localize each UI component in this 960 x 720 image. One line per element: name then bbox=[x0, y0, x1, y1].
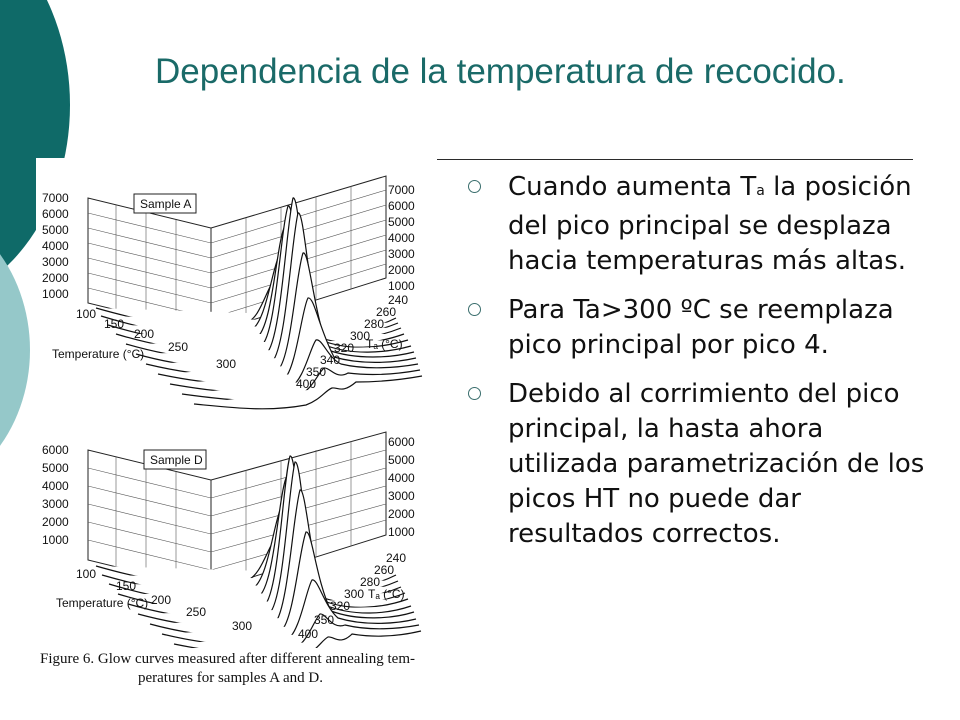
temp-tick: 150 bbox=[104, 317, 125, 331]
bullet-text-cont: la posición del pico principal se desplaza hacia temperaturas más altas. bbox=[508, 172, 912, 276]
z-tick: 2000 bbox=[42, 515, 69, 529]
ta-tick: 400 bbox=[296, 377, 317, 391]
temp-tick: 200 bbox=[134, 327, 155, 341]
panel-sample-d bbox=[42, 432, 421, 648]
caption-line-2: peratures for samples A and D. bbox=[138, 670, 323, 686]
ta-tick: 240 bbox=[386, 551, 407, 565]
z-tick: 4000 bbox=[42, 479, 69, 493]
z-tick: 3000 bbox=[388, 247, 415, 261]
z-tick: 2000 bbox=[388, 507, 415, 521]
z-tick: 3000 bbox=[388, 489, 415, 503]
glow-curve-plots bbox=[36, 158, 436, 648]
ta-tick: 320 bbox=[334, 341, 355, 355]
ta-tick: 350 bbox=[314, 613, 335, 627]
z-tick: 4000 bbox=[388, 231, 415, 245]
z-axis-ticks-left bbox=[42, 191, 69, 301]
temp-tick: 250 bbox=[168, 340, 189, 354]
hollow-circle-bullet-icon bbox=[468, 387, 481, 400]
z-tick: 5000 bbox=[388, 215, 415, 229]
ta-tick: 350 bbox=[306, 365, 327, 379]
z-axis-ticks-left bbox=[42, 443, 69, 547]
temp-tick: 300 bbox=[216, 357, 237, 371]
bullet-text: Para Ta>300 ºC se reemplaza pico principal por pico 4. bbox=[508, 295, 894, 360]
ta-tick: 300 bbox=[344, 587, 365, 601]
ta-axis-label: Tₐ (°C) bbox=[368, 587, 405, 601]
z-tick: 3000 bbox=[42, 497, 69, 511]
figure-caption bbox=[40, 650, 440, 688]
ta-tick: 300 bbox=[350, 329, 371, 343]
sample-label: Sample A bbox=[140, 197, 192, 211]
bullet-item bbox=[468, 293, 938, 363]
hollow-circle-bullet-icon bbox=[468, 180, 481, 193]
bullet-text: Cuando aumenta T bbox=[508, 172, 757, 202]
sample-label: Sample D bbox=[150, 453, 203, 467]
temp-tick: 300 bbox=[232, 619, 253, 633]
ta-tick: 260 bbox=[374, 563, 395, 577]
bullet-item bbox=[468, 170, 938, 279]
bullet-list bbox=[468, 170, 938, 566]
z-tick: 1000 bbox=[42, 287, 69, 301]
ta-tick: 240 bbox=[388, 293, 409, 307]
z-tick: 6000 bbox=[42, 207, 69, 221]
temperature-axis-label: Temperature (°C) bbox=[56, 596, 149, 610]
z-axis-ticks-right bbox=[388, 435, 415, 539]
title-divider bbox=[437, 159, 913, 160]
ta-tick: 260 bbox=[376, 305, 397, 319]
z-tick: 1000 bbox=[388, 525, 415, 539]
temp-tick: 100 bbox=[76, 307, 97, 321]
z-tick: 6000 bbox=[42, 443, 69, 457]
z-tick: 7000 bbox=[42, 191, 69, 205]
z-tick: 6000 bbox=[388, 199, 415, 213]
ta-tick: 340 bbox=[320, 353, 341, 367]
bullet-item bbox=[468, 377, 938, 552]
z-tick: 1000 bbox=[388, 279, 415, 293]
temp-tick: 250 bbox=[186, 605, 207, 619]
z-tick: 1000 bbox=[42, 533, 69, 547]
temp-tick: 100 bbox=[76, 567, 97, 581]
bullet-text: Debido al corrimiento del pico principal, la hasta ahora utilizada parametrización de los picos HT no puede dar resultados correctos. bbox=[508, 379, 925, 549]
z-tick: 5000 bbox=[42, 461, 69, 475]
temperature-axis-label: Temperature (°C) bbox=[52, 347, 145, 361]
z-tick: 5000 bbox=[388, 453, 415, 467]
subscript-a: a bbox=[756, 183, 765, 199]
panel-sample-a bbox=[42, 176, 422, 409]
temp-tick: 200 bbox=[151, 593, 172, 607]
ta-tick: 280 bbox=[364, 317, 385, 331]
z-tick: 7000 bbox=[388, 183, 415, 197]
grid-lines bbox=[88, 186, 386, 325]
z-axis-ticks-right bbox=[388, 183, 415, 293]
z-tick: 6000 bbox=[388, 435, 415, 449]
ta-tick: 400 bbox=[298, 627, 319, 641]
caption-line-1: Figure 6. Glow curves measured after different annealing tem- bbox=[40, 651, 415, 667]
z-tick: 3000 bbox=[42, 255, 69, 269]
ta-axis-label: Tₐ (°C) bbox=[366, 337, 403, 351]
temp-tick: 150 bbox=[116, 579, 137, 593]
grid-lines bbox=[88, 441, 386, 582]
glow-curve-figure bbox=[36, 158, 436, 698]
z-tick: 5000 bbox=[42, 223, 69, 237]
slide-title: Dependencia de la temperatura de recocido. bbox=[155, 52, 846, 91]
z-tick: 4000 bbox=[388, 471, 415, 485]
z-tick: 4000 bbox=[42, 239, 69, 253]
ta-tick: 320 bbox=[330, 599, 351, 613]
hollow-circle-bullet-icon bbox=[468, 303, 481, 316]
z-tick: 2000 bbox=[42, 271, 69, 285]
ta-tick: 280 bbox=[360, 575, 381, 589]
z-tick: 2000 bbox=[388, 263, 415, 277]
